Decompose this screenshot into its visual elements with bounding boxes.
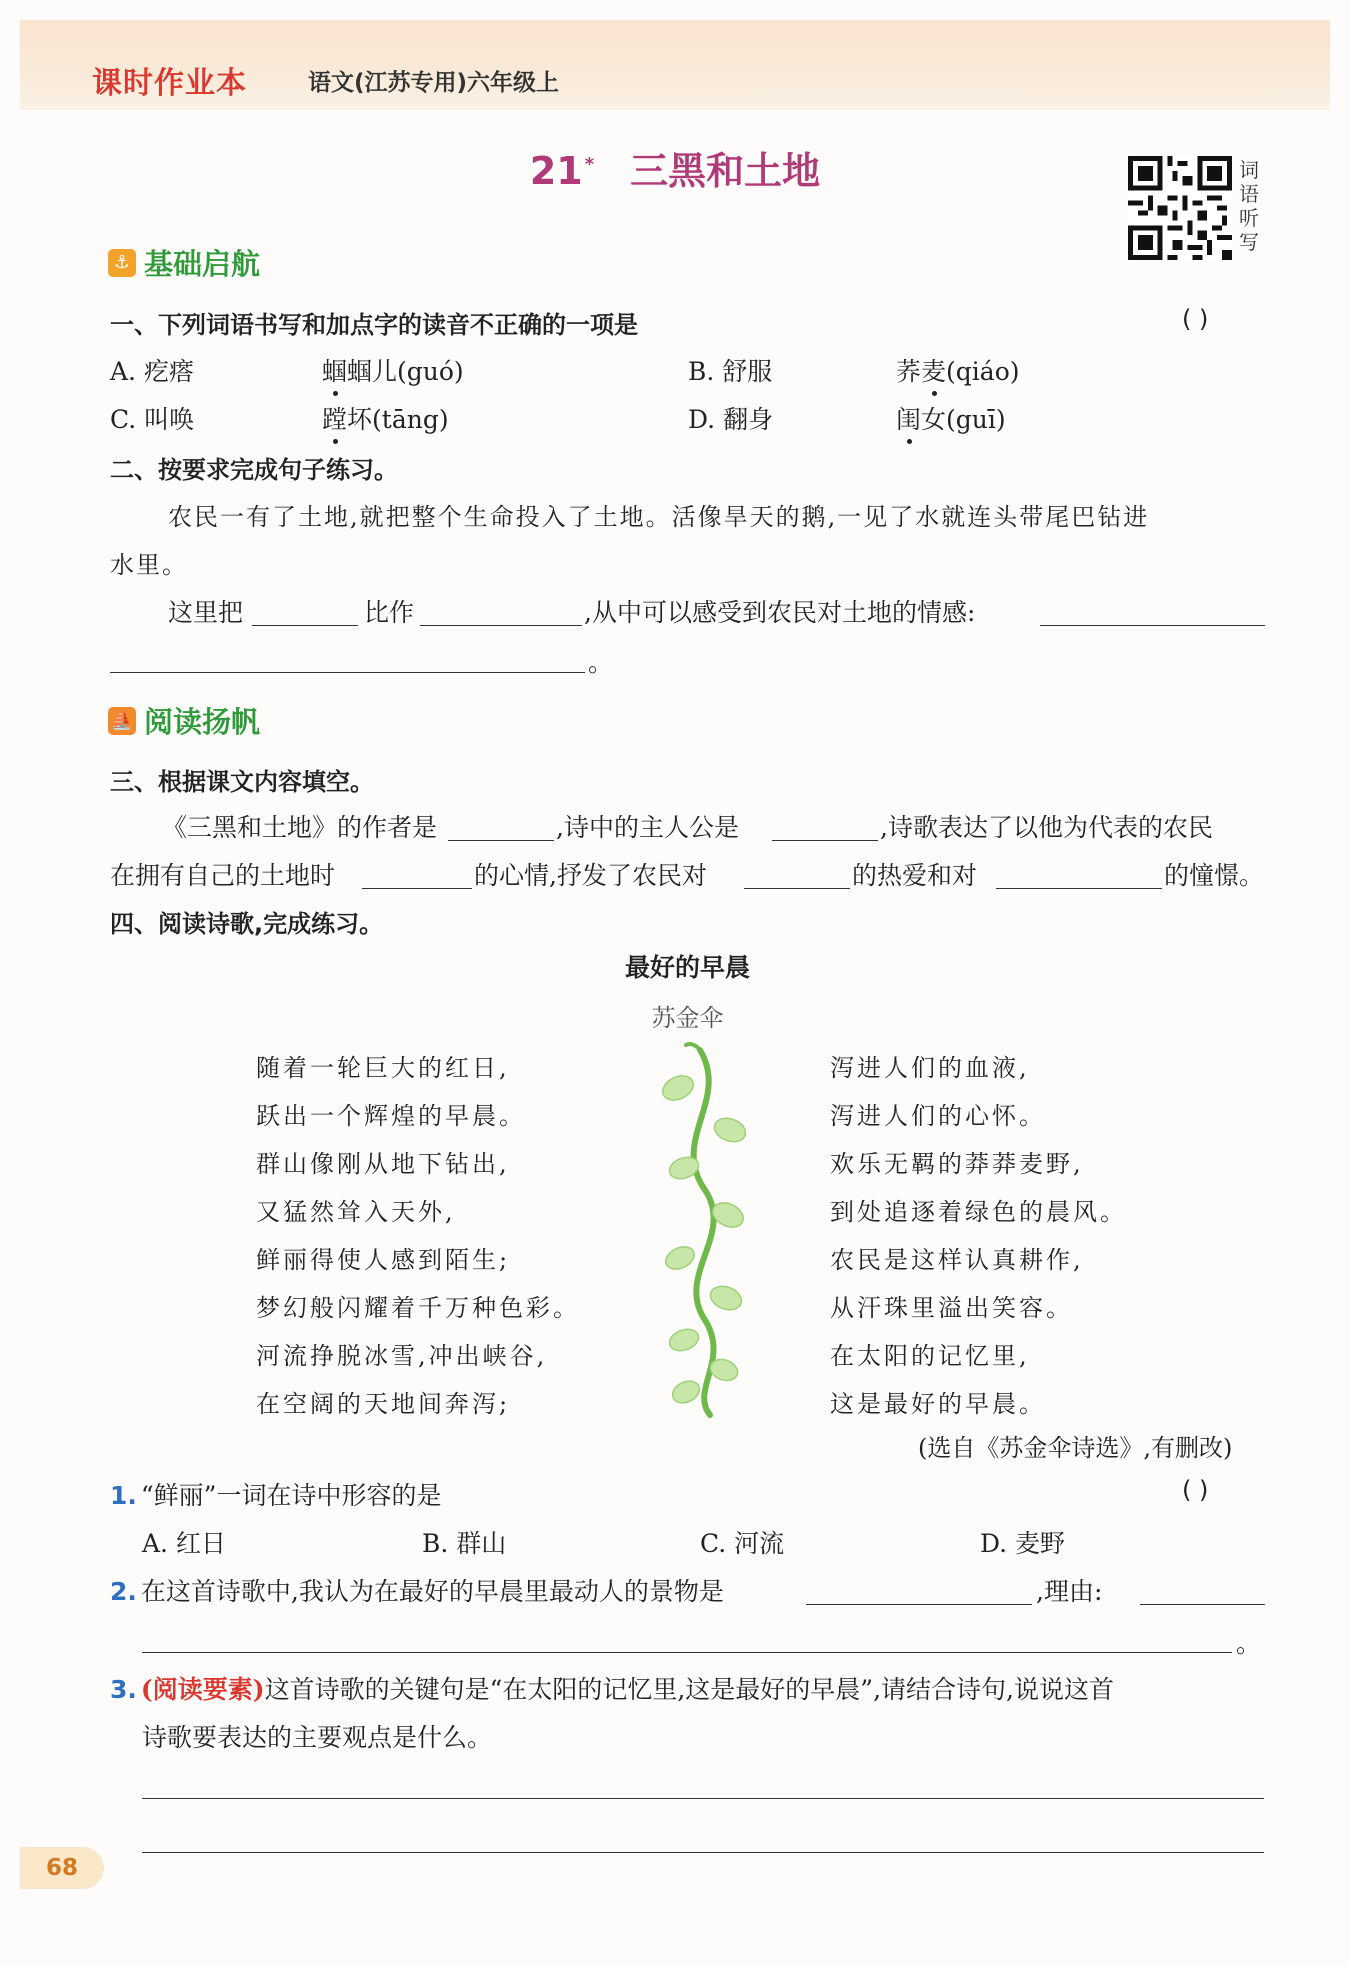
q4-sub1-option-c[interactable]: C. 河流 xyxy=(700,1529,785,1558)
poem-left-line: 又猛然耸入天外, xyxy=(256,1198,456,1226)
q2-fill-a: 这里把 xyxy=(168,598,244,627)
q2-sentence-end: 水里。 xyxy=(110,551,188,579)
q4-sub3-answer-line-2[interactable] xyxy=(142,1852,1264,1853)
poem-left-line: 群山像刚从地下钻出, xyxy=(256,1150,510,1178)
q4-sub2-period: 。 xyxy=(1236,1629,1262,1658)
q1-option-b[interactable]: B. 舒服 xyxy=(688,357,773,386)
q4-sub2-blank-reason-2[interactable] xyxy=(142,1652,1232,1653)
q1-option-c-word: 蹚坏(tāng) xyxy=(322,400,449,436)
q2-sentence: 农民一有了土地,就把整个生命投入了土地。活像旱天的鹅,一见了水就连头带尾巴钻进 xyxy=(168,503,1150,531)
q3-title: 三、根据课文内容填空。 xyxy=(110,768,374,796)
anchor-icon: ⚓ xyxy=(108,249,136,277)
page-number: 68 xyxy=(20,1847,104,1889)
q3-line1-a: 《三黑和土地》的作者是 xyxy=(162,813,438,842)
q4-sub1-answer-paren[interactable]: ( ) xyxy=(1182,1476,1209,1504)
poem-left-line: 在空阔的天地间奔泻; xyxy=(256,1390,511,1418)
section-basic-heading: ⚓ 基础启航 xyxy=(108,242,260,283)
q2-fill-c: ,从中可以感受到农民对土地的情感: xyxy=(584,598,976,627)
q3-line2-a: 在拥有自己的土地时 xyxy=(110,861,336,890)
poem-right-line: 到处追逐着绿色的晨风。 xyxy=(830,1198,1127,1226)
poem-right-line: 泻进人们的心怀。 xyxy=(830,1102,1046,1130)
poem-title: 最好的早晨 xyxy=(624,953,750,982)
q4-sub3: 3. (阅读要素)这首诗歌的关键句是“在太阳的记忆里,这是最好的早晨”,请结合诗句,说说这首 xyxy=(110,1675,1114,1704)
q3-blank-author[interactable] xyxy=(448,840,554,841)
q4-sub2-reason-label: ,理由: xyxy=(1036,1577,1103,1606)
q1-option-a[interactable]: A. 疙瘩 xyxy=(110,357,194,386)
q2-blank-4[interactable] xyxy=(110,672,585,673)
q1-option-d-word: 闺女(guī) xyxy=(896,400,1006,436)
q4-sub3-cont: 诗歌要表达的主要观点是什么。 xyxy=(142,1723,493,1752)
q3-blank-hope[interactable] xyxy=(996,888,1162,889)
q4-sub1-option-d[interactable]: D. 麦野 xyxy=(980,1529,1066,1558)
q1-answer-paren[interactable]: ( ) xyxy=(1182,305,1209,333)
poem-right-line: 这是最好的早晨。 xyxy=(830,1390,1046,1418)
q2-blank-2[interactable] xyxy=(420,625,582,626)
poem-left-line: 河流挣脱冰雪,冲出峡谷, xyxy=(256,1342,548,1370)
q1-option-a-word: 蝈蝈儿(guó) xyxy=(322,352,464,388)
q2-fill-b: 比作 xyxy=(364,598,415,627)
subject-label: 语文(江苏专用)六年级上 xyxy=(308,70,560,96)
q4-sub2-blank-scene[interactable] xyxy=(806,1604,1032,1605)
poem-right-line: 欢乐无羁的莽莽麦野, xyxy=(830,1150,1084,1178)
vine-illustration xyxy=(650,1040,760,1420)
poem-right-line: 在太阳的记忆里, xyxy=(830,1342,1030,1370)
qr-code-icon[interactable] xyxy=(1128,156,1232,260)
q1-option-d[interactable]: D. 翻身 xyxy=(688,405,774,434)
q3-blank-love[interactable] xyxy=(744,888,850,889)
poem-left-line: 鲜丽得使人感到陌生; xyxy=(256,1246,511,1274)
poem-right-line: 从汗珠里溢出笑容。 xyxy=(830,1294,1073,1322)
brand-title: 课时作业本 xyxy=(92,66,247,101)
q3-line1-c: ,诗歌表达了以他为代表的农民 xyxy=(880,813,1213,842)
q4-sub3-answer-line-1[interactable] xyxy=(142,1798,1264,1799)
q3-line2-d: 的憧憬。 xyxy=(1164,861,1265,890)
q2-period: 。 xyxy=(588,648,614,677)
q4-sub1: 1. “鲜丽”一词在诗中形容的是 xyxy=(110,1481,442,1510)
q4-sub1-option-a[interactable]: A. 红日 xyxy=(142,1529,226,1558)
q4-title: 四、阅读诗歌,完成练习。 xyxy=(110,910,384,938)
q3-blank-hero[interactable] xyxy=(772,840,878,841)
section-reading-heading: ⛵ 阅读扬帆 xyxy=(108,700,260,741)
q3-blank-mood[interactable] xyxy=(362,888,472,889)
poem-author: 苏金伞 xyxy=(651,1004,724,1032)
q2-blank-3[interactable] xyxy=(1040,625,1265,626)
poem-left-line: 跃出一个辉煌的早晨。 xyxy=(256,1102,526,1130)
qr-label: 词 语 听 写 xyxy=(1239,158,1259,254)
q4-sub1-option-b[interactable]: B. 群山 xyxy=(422,1529,507,1558)
q3-line2-b: 的心情,抒发了农民对 xyxy=(474,861,707,890)
q1-option-b-word: 荞麦(qiáo) xyxy=(896,352,1020,388)
q3-line2-c: 的热爱和对 xyxy=(852,861,978,890)
poem-source: (选自《苏金伞诗选》,有删改) xyxy=(918,1434,1233,1462)
poem-right-line: 农民是这样认真耕作, xyxy=(830,1246,1084,1274)
q3-line1-b: ,诗中的主人公是 xyxy=(556,813,739,842)
q2-blank-1[interactable] xyxy=(252,625,358,626)
lesson-number: 21 * xyxy=(529,149,595,193)
q2-title: 二、按要求完成句子练习。 xyxy=(110,456,398,484)
poem-right-line: 泻进人们的血液, xyxy=(830,1054,1030,1082)
q4-sub2: 2. 在这首诗歌中,我认为在最好的早晨里最动人的景物是 xyxy=(110,1577,724,1606)
reading-element-tag: (阅读要素) xyxy=(140,1675,265,1704)
poem-left-line: 随着一轮巨大的红日, xyxy=(256,1054,510,1082)
sail-icon: ⛵ xyxy=(108,707,136,735)
q4-sub2-blank-reason[interactable] xyxy=(1140,1604,1265,1605)
lesson-name: 三黑和土地 xyxy=(630,149,821,193)
poem-left-line: 梦幻般闪耀着千万种色彩。 xyxy=(256,1294,580,1322)
q1-title: 一、下列词语书写和加点字的读音不正确的一项是 xyxy=(110,311,638,339)
q1-option-c[interactable]: C. 叫唤 xyxy=(110,405,195,434)
